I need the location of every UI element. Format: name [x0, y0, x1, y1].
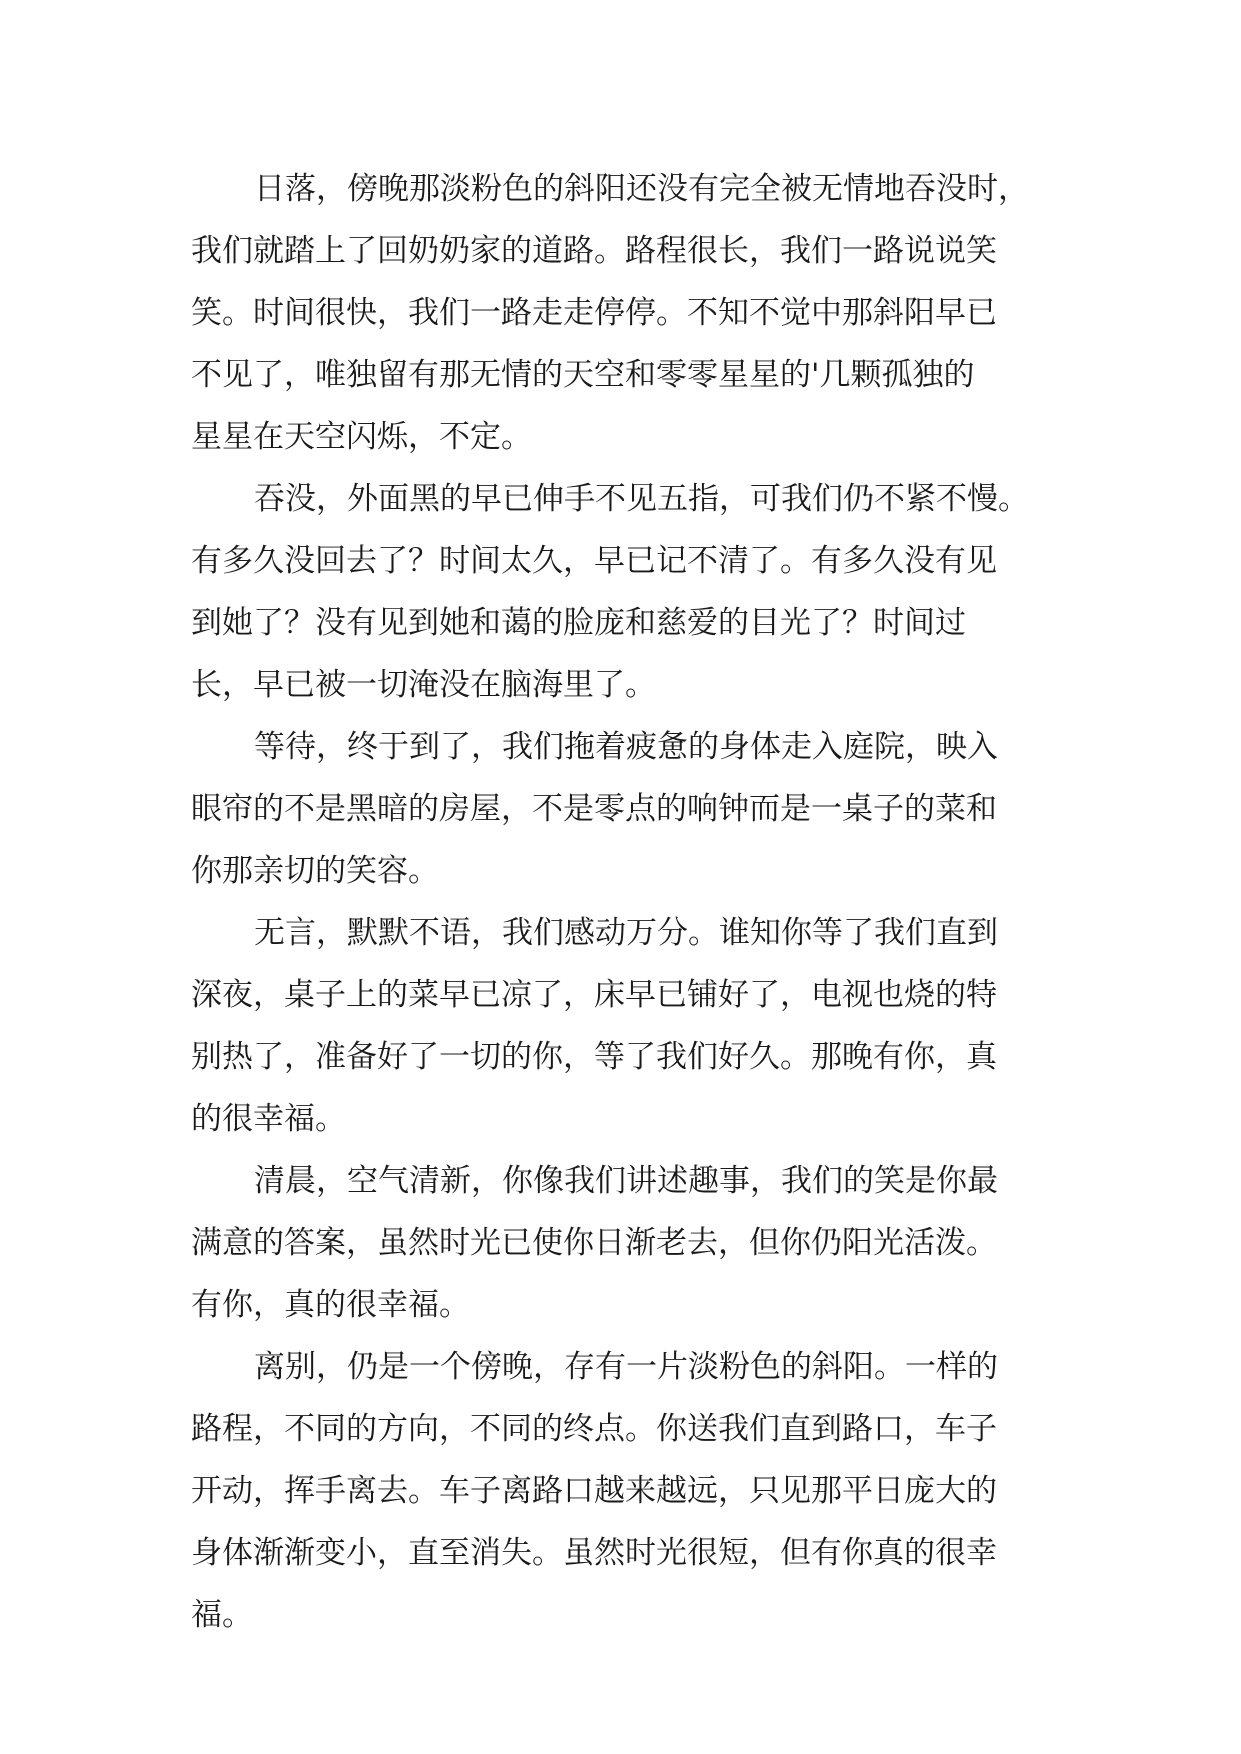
text-line: 身体渐渐变小，直至消失。虽然时光很短，但有你真的很幸	[191, 1535, 997, 1571]
text-line: 别热了，准备好了一切的你，等了我们好久。那晚有你，真	[191, 1039, 997, 1075]
document-body	[0, 158, 1241, 1646]
text-line: 路程，不同的方向，不同的终点。你送我们直到路口，车子	[191, 1411, 997, 1447]
text-line: 到她了？没有见到她和蔼的脸庞和慈爱的目光了？时间过	[191, 605, 966, 641]
text-line: 长，早已被一切淹没在脑海里了。	[191, 667, 656, 703]
paragraph-5	[0, 1150, 1241, 1336]
text-line: 眼帘的不是黑暗的房屋，不是零点的响钟而是一桌子的菜和	[191, 791, 997, 827]
text-line: 福。	[191, 1597, 253, 1633]
text-line: 无言，默默不语，我们感动万分。谁知你等了我们直到	[254, 915, 998, 951]
text-line: 不见了，唯独留有那无情的天空和零零星星的'几颗孤独的	[191, 357, 975, 393]
text-line: 有你，真的很幸福。	[191, 1287, 470, 1323]
text-line: 满意的答案，虽然时光已使你日渐老去，但你仍阳光活泼。	[191, 1225, 997, 1261]
text-line: 星星在天空闪烁，不定。	[191, 419, 532, 455]
text-line: 我们就踏上了回奶奶家的道路。路程很长，我们一路说说笑	[191, 233, 997, 269]
paragraph-3	[0, 716, 1241, 902]
paragraph-2	[0, 468, 1241, 716]
text-line: 深夜，桌子上的菜早已凉了，床早已铺好了，电视也烧的特	[191, 977, 997, 1013]
text-line: 的很幸福。	[191, 1101, 346, 1137]
text-line: 你那亲切的笑容。	[191, 853, 439, 889]
text-line: 日落，傍晚那淡粉色的斜阳还没有完全被无情地吞没时，	[254, 171, 1029, 207]
text-line: 离别，仍是一个傍晚，存有一片淡粉色的斜阳。一样的	[254, 1349, 998, 1385]
paragraph-1	[0, 158, 1241, 468]
text-line: 开动，挥手离去。车子离路口越来越远，只见那平日庞大的	[191, 1473, 997, 1509]
paragraph-4	[0, 902, 1241, 1150]
text-line: 等待，终于到了，我们拖着疲惫的身体走入庭院，映入	[254, 729, 998, 765]
text-line: 有多久没回去了？时间太久，早已记不清了。有多久没有见	[191, 543, 997, 579]
text-line: 笑。时间很快，我们一路走走停停。不知不觉中那斜阳早已	[191, 295, 997, 331]
paragraph-6	[0, 1336, 1241, 1646]
text-line: 吞没，外面黑的早已伸手不见五指，可我们仍不紧不慢。	[254, 481, 1029, 517]
text-line: 清晨，空气清新，你像我们讲述趣事，我们的笑是你最	[254, 1163, 998, 1199]
